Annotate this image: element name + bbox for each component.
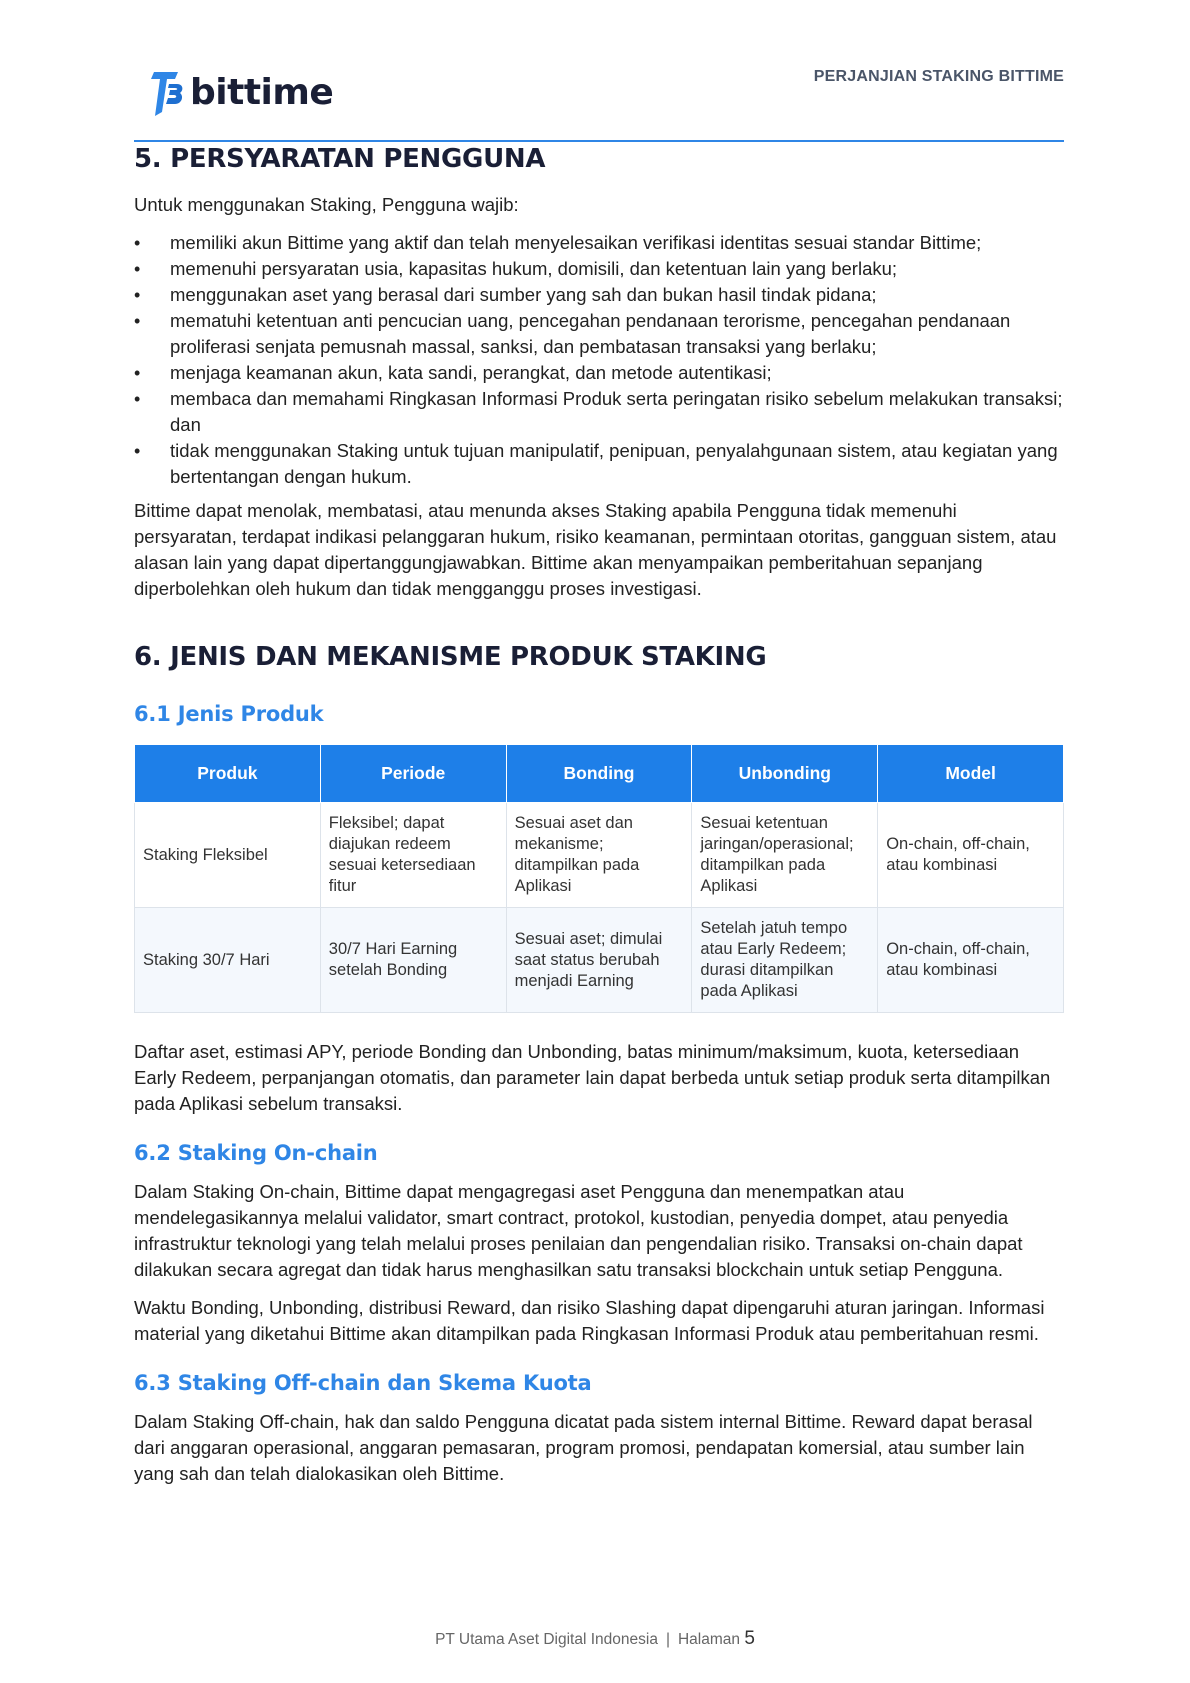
- table-cell: Sesuai aset dan mekanisme; ditampilkan pada Aplikasi: [506, 803, 692, 908]
- footer-page-label: Halaman: [677, 1631, 741, 1648]
- requirements-list: [134, 230, 1064, 490]
- list-item: • menjaga keamanan akun, kata sandi, perangkat, dan metode autentikasi;: [134, 360, 1064, 386]
- section-6-heading: 6. JENIS DAN MEKANISME PRODUK STAKING: [134, 642, 767, 672]
- page-content: [134, 144, 1064, 1487]
- section-6-3-paragraph-1: Dalam Staking Off-chain, hak dan saldo Pengguna dicatat pada sistem internal Bittime. Reward dapat berasal dari anggaran operasional, anggaran pemasaran, program promosi, pendapatan komersial, atau sumber lain yang sah dan telah dialokasikan oleh Bittime.: [134, 1411, 1033, 1484]
- table-cell: 30/7 Hari Earning setelah Bonding: [320, 908, 506, 1013]
- table-cell: Setelah jatuh tempo atau Early Redeem; durasi ditampilkan pada Aplikasi: [692, 908, 878, 1013]
- section-5-closing: Bittime dapat menolak, membatasi, atau menunda akses Staking apabila Pengguna tidak memenuhi persyaratan, terdapat indikasi pelanggaran hukum, risiko keamanan, permintaan otoritas, gangguan sistem, atau alasan lain yang dapat dipertanggungjawabkan. Bittime akan menyampaikan pemberitahuan sepanjang diperbolehkan oleh hukum dan tidak mengganggu proses investigasi.: [134, 500, 1057, 599]
- document-title: PERJANJIAN STAKING BITTIME: [813, 68, 1064, 85]
- list-item: • memenuhi persyaratan usia, kapasitas hukum, domisili, dan ketentuan lain yang berlaku;: [134, 256, 1064, 282]
- page-number: 5: [744, 1628, 755, 1649]
- bittime-logo-icon: [150, 66, 184, 118]
- footer-company: PT Utama Aset Digital Indonesia: [435, 1631, 658, 1648]
- table-header-row: [135, 745, 1064, 803]
- section-5-intro: Untuk menggunakan Staking, Pengguna wajib:: [134, 194, 519, 215]
- bullet-icon: •: [134, 363, 141, 383]
- table-cell: Sesuai ketentuan jaringan/operasional; ditampilkan pada Aplikasi: [692, 803, 878, 908]
- bullet-icon: •: [134, 233, 141, 253]
- list-item: • tidak menggunakan Staking untuk tujuan manipulatif, penipuan, penyalahgunaan sistem, atau kegiatan yang bertentangan dengan hukum.: [134, 440, 1058, 487]
- bullet-icon: •: [134, 389, 141, 409]
- list-item: • memiliki akun Bittime yang aktif dan telah menyelesaikan verifikasi identitas sesuai standar Bittime;: [134, 230, 1064, 256]
- section-6-1-note: Daftar aset, estimasi APY, periode Bonding dan Unbonding, batas minimum/maksimum, kuota, ketersediaan Early Redeem, perpanjangan otomatis, dan parameter lain dapat berbeda untuk setiap produk serta ditampilkan pada Aplikasi sebelum transaksi.: [134, 1041, 1051, 1114]
- table-cell: Staking Fleksibel: [135, 803, 321, 908]
- bullet-icon: •: [134, 441, 141, 461]
- bullet-icon: •: [134, 285, 141, 305]
- section-6-1-heading: 6.1 Jenis Produk: [134, 702, 324, 726]
- table-cell: Fleksibel; dapat diajukan redeem sesuai ketersediaan fitur: [320, 803, 506, 908]
- table-cell: Sesuai aset; dimulai saat status berubah menjadi Earning: [506, 908, 692, 1013]
- bittime-logo: [150, 66, 333, 118]
- table-cell: Staking 30/7 Hari: [135, 908, 321, 1013]
- column-header: Produk: [135, 745, 321, 803]
- list-item: • membaca dan memahami Ringkasan Informasi Produk serta peringatan risiko sebelum melakukan transaksi; dan: [134, 388, 1063, 435]
- product-table: [134, 744, 1064, 1013]
- bullet-icon: •: [134, 259, 141, 279]
- table-row: [135, 908, 1064, 1013]
- list-item: • mematuhi ketentuan anti pencucian uang, pencegahan pendanaan terorisme, pencegahan pendanaan proliferasi senjata pemusnah massal, sanksi, dan pembatasan transaksi yang berlaku;: [134, 310, 1011, 357]
- table-cell: On-chain, off-chain, atau kombinasi: [878, 908, 1064, 1013]
- section-6-3-heading: 6.3 Staking Off-chain dan Skema Kuota: [134, 1371, 592, 1395]
- section-6-2-heading: 6.2 Staking On-chain: [134, 1141, 378, 1165]
- column-header: Model: [878, 745, 1064, 803]
- list-item: • menggunakan aset yang berasal dari sumber yang sah dan bukan hasil tindak pidana;: [134, 282, 1064, 308]
- bullet-icon: •: [134, 311, 141, 331]
- section-6-2-paragraph-1: Dalam Staking On-chain, Bittime dapat mengagregasi aset Pengguna dan menempatkan atau mendelegasikannya melalui validator, smart contract, protokol, kustodian, penyedia dompet, atau penyedia infrastruktur teknologi yang telah melalui proses penilaian dan pengendalian risiko. Transaksi on-chain dapat dilakukan secara agregat dan tidak harus menghasilkan satu transaksi blockchain untuk setiap Pengguna.: [134, 1181, 1023, 1280]
- logo-text: bittime: [190, 71, 334, 113]
- table-cell: On-chain, off-chain, atau kombinasi: [878, 803, 1064, 908]
- section-6-2-paragraph-2: Waktu Bonding, Unbonding, distribusi Reward, dan risiko Slashing dapat dipengaruhi aturan jaringan. Informasi material yang diketahui Bittime akan ditampilkan pada Ringkasan Informasi Produk atau pemberitahuan resmi.: [134, 1297, 1045, 1344]
- column-header: Bonding: [506, 745, 692, 803]
- page-footer: [0, 1628, 1190, 1650]
- table-row: [135, 803, 1064, 908]
- column-header: Periode: [320, 745, 506, 803]
- page-header: [134, 62, 1064, 142]
- footer-separator: |: [665, 1631, 670, 1648]
- column-header: Unbonding: [692, 745, 878, 803]
- section-5-heading: 5. PERSYARATAN PENGGUNA: [134, 144, 546, 174]
